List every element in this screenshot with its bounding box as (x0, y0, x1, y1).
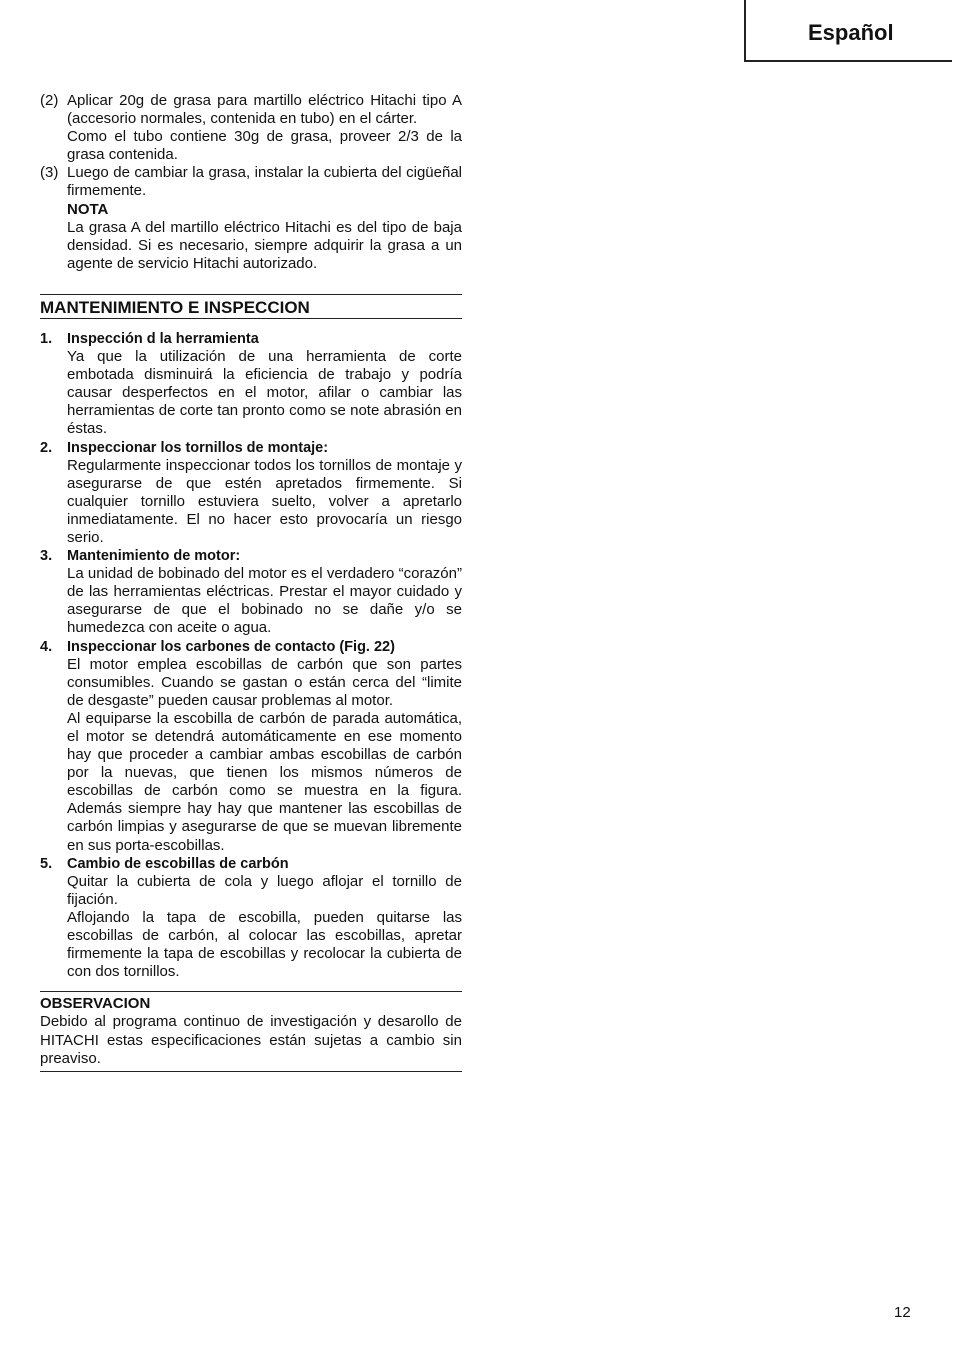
item-number: 2. (40, 439, 53, 456)
item-text: Aflojando la tapa de escobilla, pueden quitarse las escobillas de carbón, al colocar las escobillas, apretar firmemente la tapa de escobillas y recolocar la cubierta de con dos tornillos. (67, 908, 462, 981)
content-column (40, 92, 462, 1072)
observacion-title: OBSERVACION (40, 995, 151, 1013)
item-text: El motor emplea escobillas de carbón que son partes consumibles. Cuando se gastan o están cerca del “limite de desgaste” pueden causar problemas al motor. (67, 655, 462, 709)
language-tab (744, 0, 952, 62)
list-item (40, 439, 462, 548)
step-text: Aplicar 20g de grasa para martillo eléctrico Hitachi tipo A (accesorio normales, contenida en tubo) en el cárter. (67, 92, 462, 128)
item-title: Inspeccionar los tornillos de montaje: (67, 439, 329, 456)
item-title: Inspeccionar los carbones de contacto (Fig. 22) (67, 638, 395, 655)
nota-text: La grasa A del martillo eléctrico Hitachi es del tipo de baja densidad. Si es necesario, siempre adquirir la grasa a un agente de servicio Hitachi autorizado. (67, 218, 462, 272)
nota-title: NOTA (67, 200, 109, 218)
item-title: Cambio de escobillas de carbón (67, 855, 289, 872)
item-title: Inspección d la herramienta (67, 330, 259, 347)
list-item (40, 638, 462, 855)
step-text: Como el tubo contiene 30g de grasa, proveer 2/3 de la grasa contenida. (67, 128, 462, 164)
item-title: Mantenimiento de motor: (67, 548, 241, 565)
item-text: La unidad de bobinado del motor es el verdadero “corazón” de las herramientas eléctricas. Prestar el mayor cuidado y asegurarse de que el bobinado no se dañe y/o se humedezca con aceite o agua. (67, 565, 462, 637)
maintenance-list (40, 330, 462, 981)
item-number: 1. (40, 330, 53, 347)
observacion-text: Debido al programa continuo de investigación y desarollo de HITACHI estas especificaciones están sujetas a cambio sin preaviso. (40, 1013, 462, 1067)
grease-step (40, 92, 462, 164)
observacion-box (40, 991, 462, 1071)
page-number: 12 (894, 1304, 911, 1321)
grease-step (40, 164, 462, 273)
item-text: Quitar la cubierta de cola y luego aflojar el tornillo de fijación. (67, 872, 462, 908)
language-label: Español (808, 20, 894, 45)
item-number: 5. (40, 855, 53, 872)
step-number: (3) (40, 164, 59, 182)
step-number: (2) (40, 92, 59, 109)
section-heading: MANTENIMIENTO E INSPECCION (40, 294, 462, 319)
item-number: 3. (40, 548, 53, 565)
step-text: Luego de cambiar la grasa, instalar la cubierta del cigüeñal firmemente. (67, 164, 462, 200)
list-item (40, 855, 462, 982)
item-text: Ya que la utilización de una herramienta de corte embotada disminuirá la eficiencia de trabajo y podría causar desperfectos en el motor, afilar o cambiar las herramientas de corte tan pronto como se note abrasión en éstas. (67, 348, 462, 438)
list-item (40, 330, 462, 439)
item-text: Al equiparse la escobilla de carbón de parada automática, el motor se detendrá automáticamente en ese momento hay que proceder a cambiar ambas escobillas de carbón por la nuevas, que tienen los mismos números de escobillas de carbón como se muestra en la figura. Además siempre hay hay que mantener las escobillas de carbón limpias y asegurarse de que se muevan libremente en sus porta-escobillas. (67, 709, 462, 854)
item-text: Regularmente inspeccionar todos los tornillos de montaje y asegurarse de que estén apretados firmemente. Si cualquier tornillo estuviera suelto, volver a apretarlo inmediatamente. El no hacer esto provocaría un riesgo serio. (67, 456, 462, 546)
item-number: 4. (40, 638, 53, 655)
list-item (40, 547, 462, 637)
